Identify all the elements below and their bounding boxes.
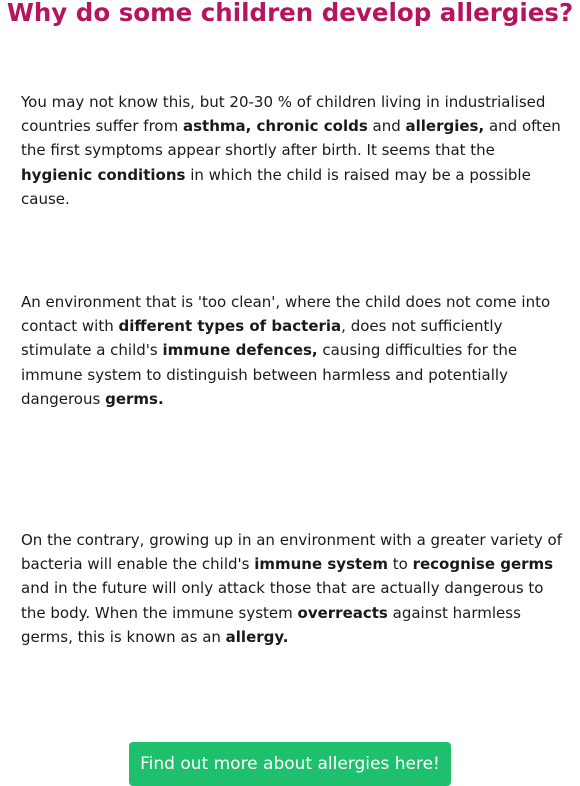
text-run: and <box>367 117 406 136</box>
bold-text: germs. <box>105 389 164 408</box>
bold-text: hygienic conditions <box>21 165 186 184</box>
text-run: , does not sufficiently stimulate a child's <box>21 317 503 360</box>
paragraph-too-clean <box>21 290 565 411</box>
bold-text: immune defences, <box>162 341 318 360</box>
bold-text: different types of bacteria <box>118 317 342 336</box>
bold-text: allergy. <box>225 627 289 646</box>
bold-text: recognise germs <box>412 555 554 574</box>
bold-text: allergies, <box>405 117 485 136</box>
text-run: and often the first symptoms appear shortly after birth. It seems that the <box>21 117 561 160</box>
page-title: Why do some children develop allergies? <box>6 0 574 27</box>
text-run: On the contrary, growing up in an environment with a greater variety of bacteria will enable the child's <box>21 531 562 574</box>
text-run: You may not know this, but 20-30 % of children living in industrialised countries suffer from <box>21 93 546 136</box>
text-run: and in the future will only attack those that are actually dangerous to the body. When the immune system <box>21 579 544 622</box>
text-run: in which the child is raised may be a possible cause. <box>21 165 531 208</box>
paragraph-intro <box>21 90 565 211</box>
text-run: against harmless germs, this is known as an <box>21 603 521 646</box>
bold-text: asthma, chronic colds <box>182 117 368 136</box>
bold-text: immune system <box>254 555 388 574</box>
find-out-more-button[interactable]: Find out more about allergies here! <box>129 742 451 786</box>
text-run: An environment that is 'too clean', where the child does not come into contact with <box>21 293 551 336</box>
paragraph-immune-system <box>21 528 565 649</box>
text-run: causing difficulties for the immune system to distinguish between harmless and potentially dangerous <box>21 341 518 408</box>
text-run: to <box>387 555 413 574</box>
bold-text: overreacts <box>297 603 388 622</box>
